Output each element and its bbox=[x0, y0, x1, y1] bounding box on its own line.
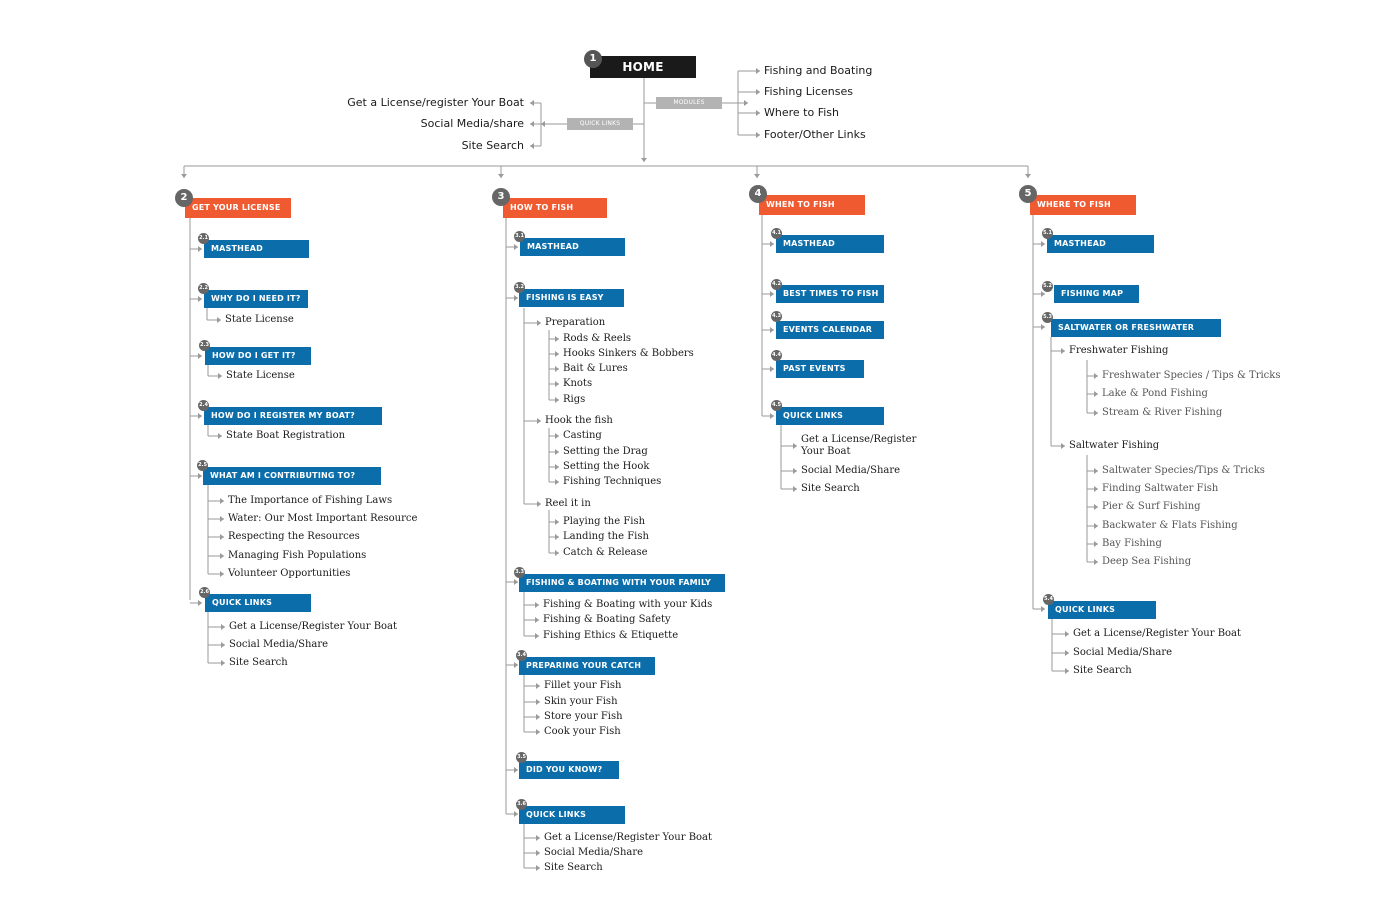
arrowhead bbox=[537, 418, 541, 424]
page-link[interactable]: Site Search bbox=[229, 657, 288, 668]
subgroup-label[interactable]: Reel it in bbox=[545, 498, 591, 509]
section-how-to-fish[interactable]: HOW TO FISH bbox=[503, 198, 607, 218]
family-node[interactable]: FISHING & BOATING WITH YOUR FAMILY bbox=[519, 574, 725, 592]
section-badge: 2 bbox=[175, 189, 193, 207]
arrowhead bbox=[535, 602, 539, 608]
arrowhead bbox=[1094, 559, 1098, 565]
arrowhead bbox=[555, 351, 559, 357]
arrowhead bbox=[514, 295, 518, 301]
arrowhead bbox=[535, 633, 539, 639]
arrowhead bbox=[198, 246, 202, 252]
arrowhead bbox=[536, 714, 540, 720]
arrowhead bbox=[555, 397, 559, 403]
did-you-know-node[interactable]: DID YOU KNOW? bbox=[519, 761, 619, 779]
arrowhead bbox=[536, 850, 540, 856]
arrowhead bbox=[1094, 410, 1098, 416]
page-link[interactable]: Get a License/Register bbox=[801, 434, 917, 445]
page-link[interactable]: Get a License/Register Your Boat bbox=[1073, 628, 1242, 639]
subgroup-label[interactable]: Freshwater Fishing bbox=[1069, 345, 1169, 356]
arrowhead bbox=[498, 174, 504, 178]
page-link[interactable]: Skin your Fish bbox=[544, 696, 618, 707]
section-when-to-fish[interactable]: WHEN TO FISH bbox=[759, 195, 865, 215]
arrowhead bbox=[530, 100, 534, 106]
arrowhead bbox=[1041, 241, 1045, 247]
node-badge: 2.5 bbox=[197, 460, 208, 471]
module-link[interactable]: Where to Fish bbox=[764, 106, 839, 119]
arrowhead bbox=[793, 486, 797, 492]
page-link[interactable]: State Boat Registration bbox=[226, 430, 346, 441]
arrowhead bbox=[217, 317, 221, 323]
section-badge: 5 bbox=[1019, 185, 1037, 203]
arrowhead bbox=[221, 642, 225, 648]
masthead-node[interactable]: MASTHEAD bbox=[520, 238, 625, 256]
page-link[interactable]: Setting the Drag bbox=[563, 446, 648, 457]
subgroup-label[interactable]: Hook the fish bbox=[545, 415, 613, 426]
page-link[interactable]: Social Media/Share bbox=[801, 465, 901, 476]
masthead-node[interactable]: MASTHEAD bbox=[204, 240, 309, 258]
arrowhead bbox=[1041, 291, 1045, 297]
arrowhead bbox=[1041, 606, 1045, 612]
home-badge: 1 bbox=[584, 50, 602, 68]
arrowhead bbox=[1061, 348, 1065, 354]
arrowhead bbox=[641, 158, 647, 162]
arrowhead bbox=[1094, 468, 1098, 474]
page-link[interactable]: Setting the Hook bbox=[563, 461, 650, 472]
page-link[interactable]: Site Search bbox=[1073, 665, 1132, 676]
arrowhead bbox=[1094, 541, 1098, 547]
node-badge: 2.3 bbox=[199, 340, 210, 351]
node-badge: 3.6 bbox=[516, 799, 527, 810]
page-link[interactable]: Fishing & Boating Safety bbox=[543, 614, 671, 625]
arrowhead bbox=[1094, 486, 1098, 492]
arrowhead bbox=[1065, 668, 1069, 674]
arrowhead bbox=[1094, 504, 1098, 510]
arrowhead bbox=[770, 241, 774, 247]
page-link[interactable]: Get a License/Register Your Boat bbox=[229, 621, 398, 632]
page-link[interactable]: Rigs bbox=[563, 394, 586, 405]
node-badge: 4.1 bbox=[771, 228, 782, 239]
page-link[interactable]: Saltwater Species/Tips & Tricks bbox=[1102, 465, 1265, 476]
arrowhead bbox=[793, 468, 797, 474]
page-link[interactable]: Fishing & Boating with your Kids bbox=[543, 599, 713, 610]
page-link[interactable]: Lake & Pond Fishing bbox=[1102, 388, 1208, 399]
node-badge: 2.6 bbox=[199, 587, 210, 598]
arrowhead bbox=[770, 327, 774, 333]
salt-or-fresh-node[interactable]: SALTWATER OR FRESHWATER bbox=[1051, 319, 1221, 337]
page-link[interactable]: Knots bbox=[563, 378, 593, 389]
page-link[interactable]: Pier & Surf Fishing bbox=[1102, 501, 1201, 512]
arrowhead bbox=[744, 100, 748, 106]
arrowhead bbox=[220, 571, 224, 577]
page-link[interactable]: Deep Sea Fishing bbox=[1102, 556, 1192, 567]
masthead-node[interactable]: MASTHEAD bbox=[776, 235, 884, 253]
arrowhead bbox=[756, 89, 760, 95]
fishing-map-node[interactable]: FISHING MAP bbox=[1054, 285, 1139, 303]
arrowhead bbox=[1094, 391, 1098, 397]
node-badge: 5.2 bbox=[1042, 281, 1053, 292]
arrowhead bbox=[220, 516, 224, 522]
arrowhead bbox=[555, 433, 559, 439]
arrowhead bbox=[536, 865, 540, 871]
page-link[interactable]: Store your Fish bbox=[544, 711, 623, 722]
how-get-node[interactable]: HOW DO I GET IT? bbox=[205, 347, 311, 365]
page-link[interactable]: Catch & Release bbox=[563, 547, 648, 558]
node-badge: 2.1 bbox=[198, 233, 209, 244]
node-badge: 3.2 bbox=[514, 282, 525, 293]
section-badge: 3 bbox=[492, 188, 510, 206]
module-link[interactable]: Fishing Licenses bbox=[764, 85, 853, 98]
module-link[interactable]: Footer/Other Links bbox=[764, 128, 866, 141]
arrowhead bbox=[1025, 174, 1031, 178]
modules-label: MODULES bbox=[656, 97, 722, 109]
page-link[interactable]: Cook your Fish bbox=[544, 726, 621, 737]
page-link[interactable]: Respecting the Resources bbox=[228, 531, 360, 542]
home-node[interactable]: HOME bbox=[590, 56, 696, 78]
arrowhead bbox=[198, 473, 202, 479]
arrowhead bbox=[555, 534, 559, 540]
page-link[interactable]: Fishing Techniques bbox=[563, 476, 662, 487]
page-link[interactable]: Bait & Lures bbox=[563, 363, 628, 374]
arrowhead bbox=[1065, 650, 1069, 656]
arrowhead bbox=[220, 498, 224, 504]
arrowhead bbox=[221, 624, 225, 630]
arrowhead bbox=[535, 617, 539, 623]
node-badge: 3.4 bbox=[516, 650, 527, 661]
page-link[interactable]: Site Search bbox=[544, 862, 603, 873]
arrowhead bbox=[770, 366, 774, 372]
masthead-node[interactable]: MASTHEAD bbox=[1047, 235, 1154, 253]
arrowhead bbox=[1094, 523, 1098, 529]
home-quick-link[interactable]: Get a License/register Your Boat bbox=[347, 96, 524, 109]
arrowhead bbox=[198, 413, 202, 419]
arrowhead bbox=[514, 811, 518, 817]
node-badge: 3.5 bbox=[516, 752, 527, 763]
node-badge: 2.4 bbox=[198, 400, 209, 411]
arrowhead bbox=[198, 600, 202, 606]
quick-links-node[interactable]: QUICK LINKS bbox=[205, 594, 311, 612]
page-link[interactable]: State License bbox=[226, 370, 295, 381]
home-quick-link[interactable]: Site Search bbox=[461, 139, 524, 152]
arrowhead bbox=[541, 121, 545, 127]
quick-links-node[interactable]: QUICK LINKS bbox=[776, 407, 884, 425]
page-link[interactable]: State License bbox=[225, 314, 294, 325]
arrowhead bbox=[218, 373, 222, 379]
preparing-catch-node[interactable]: PREPARING YOUR CATCH bbox=[519, 657, 655, 675]
arrowhead bbox=[530, 121, 534, 127]
arrowhead bbox=[537, 320, 541, 326]
node-badge: 4.5 bbox=[771, 400, 782, 411]
arrowhead bbox=[220, 534, 224, 540]
arrowhead bbox=[198, 353, 202, 359]
arrowhead bbox=[1061, 443, 1065, 449]
node-badge: 4.2 bbox=[771, 279, 782, 290]
arrowhead bbox=[555, 519, 559, 525]
page-link[interactable]: Backwater & Flats Fishing bbox=[1102, 520, 1238, 531]
arrowhead bbox=[754, 174, 760, 178]
arrowhead bbox=[537, 501, 541, 507]
arrowhead bbox=[514, 767, 518, 773]
arrowhead bbox=[1041, 324, 1045, 330]
page-link[interactable]: Social Media/Share bbox=[229, 639, 329, 650]
page-link[interactable]: Water: Our Most Important Resource bbox=[228, 513, 418, 524]
arrowhead bbox=[555, 336, 559, 342]
arrowhead bbox=[220, 553, 224, 559]
quick-links-node[interactable]: QUICK LINKS bbox=[519, 806, 625, 824]
arrowhead bbox=[221, 660, 225, 666]
page-link[interactable]: Casting bbox=[563, 430, 602, 441]
contributing-node[interactable]: WHAT AM I CONTRIBUTING TO? bbox=[203, 467, 381, 485]
node-badge: 3.1 bbox=[514, 231, 525, 242]
node-badge: 2.2 bbox=[198, 283, 209, 294]
arrowhead bbox=[536, 835, 540, 841]
arrowhead bbox=[530, 143, 534, 149]
section-get-your-license[interactable]: GET YOUR LICENSE bbox=[185, 198, 291, 218]
arrowhead bbox=[514, 662, 518, 668]
node-badge: 4.3 bbox=[771, 311, 782, 322]
arrowhead bbox=[514, 579, 518, 585]
page-link[interactable]: Playing the Fish bbox=[563, 516, 646, 527]
page-link[interactable]: Freshwater Species / Tips & Tricks bbox=[1102, 370, 1281, 381]
arrowhead bbox=[198, 296, 202, 302]
subgroup-label[interactable]: Saltwater Fishing bbox=[1069, 440, 1160, 451]
arrowhead bbox=[181, 174, 187, 178]
page-link[interactable]: Volunteer Opportunities bbox=[228, 568, 351, 579]
arrowhead bbox=[770, 413, 774, 419]
module-link[interactable]: Fishing and Boating bbox=[764, 64, 873, 77]
arrowhead bbox=[555, 366, 559, 372]
arrowhead bbox=[555, 550, 559, 556]
arrowhead bbox=[1094, 373, 1098, 379]
page-link[interactable]: Rods & Reels bbox=[563, 333, 632, 344]
home-quick-link[interactable]: Social Media/share bbox=[420, 117, 524, 130]
past-events-node[interactable]: PAST EVENTS bbox=[776, 360, 864, 378]
page-link[interactable]: Social Media/Share bbox=[544, 847, 644, 858]
arrowhead bbox=[555, 464, 559, 470]
events-calendar-node[interactable]: EVENTS CALENDAR bbox=[776, 321, 884, 339]
page-link[interactable]: Hooks Sinkers & Bobbers bbox=[563, 348, 694, 359]
page-link[interactable]: Stream & River Fishing bbox=[1102, 407, 1223, 418]
page-link[interactable]: Site Search bbox=[801, 483, 860, 494]
section-where-to-fish[interactable]: WHERE TO FISH bbox=[1030, 195, 1136, 215]
best-times-node[interactable]: BEST TIMES TO FISH bbox=[776, 285, 884, 303]
node-badge: 3.3 bbox=[514, 567, 525, 578]
home-quick-links-label: QUICK LINKS bbox=[567, 118, 633, 130]
page-link[interactable]: Your Boat bbox=[801, 446, 851, 457]
node-badge: 5.4 bbox=[1043, 594, 1054, 605]
section-badge: 4 bbox=[749, 185, 767, 203]
page-link[interactable]: Finding Saltwater Fish bbox=[1102, 483, 1219, 494]
node-badge: 4.4 bbox=[771, 350, 782, 361]
page-link[interactable]: Social Media/Share bbox=[1073, 647, 1173, 658]
arrowhead bbox=[536, 699, 540, 705]
page-link[interactable]: The Importance of Fishing Laws bbox=[228, 495, 393, 506]
register-boat-node[interactable]: HOW DO I REGISTER MY BOAT? bbox=[204, 407, 382, 425]
page-link[interactable]: Bay Fishing bbox=[1102, 538, 1162, 549]
arrowhead bbox=[514, 244, 518, 250]
why-need-node[interactable]: WHY DO I NEED IT? bbox=[204, 290, 308, 308]
arrowhead bbox=[770, 291, 774, 297]
arrowhead bbox=[218, 433, 222, 439]
arrowhead bbox=[793, 443, 797, 449]
arrowhead bbox=[756, 110, 760, 116]
quick-links-node[interactable]: QUICK LINKS bbox=[1048, 601, 1156, 619]
arrowhead bbox=[756, 132, 760, 138]
page-link[interactable]: Fillet your Fish bbox=[544, 680, 622, 691]
page-link[interactable]: Fishing Ethics & Etiquette bbox=[543, 630, 679, 641]
page-link[interactable]: Get a License/Register Your Boat bbox=[544, 832, 713, 843]
arrowhead bbox=[1065, 631, 1069, 637]
node-badge: 5.3 bbox=[1042, 312, 1053, 323]
arrowhead bbox=[536, 683, 540, 689]
arrowhead bbox=[756, 68, 760, 74]
page-link[interactable]: Landing the Fish bbox=[563, 531, 649, 542]
arrowhead bbox=[555, 381, 559, 387]
arrowhead bbox=[555, 449, 559, 455]
page-link[interactable]: Managing Fish Populations bbox=[228, 550, 367, 561]
arrowhead bbox=[536, 729, 540, 735]
arrowhead bbox=[555, 479, 559, 485]
subgroup-label[interactable]: Preparation bbox=[545, 317, 606, 328]
fishing-easy-node[interactable]: FISHING IS EASY bbox=[519, 289, 624, 307]
node-badge: 5.1 bbox=[1042, 228, 1053, 239]
